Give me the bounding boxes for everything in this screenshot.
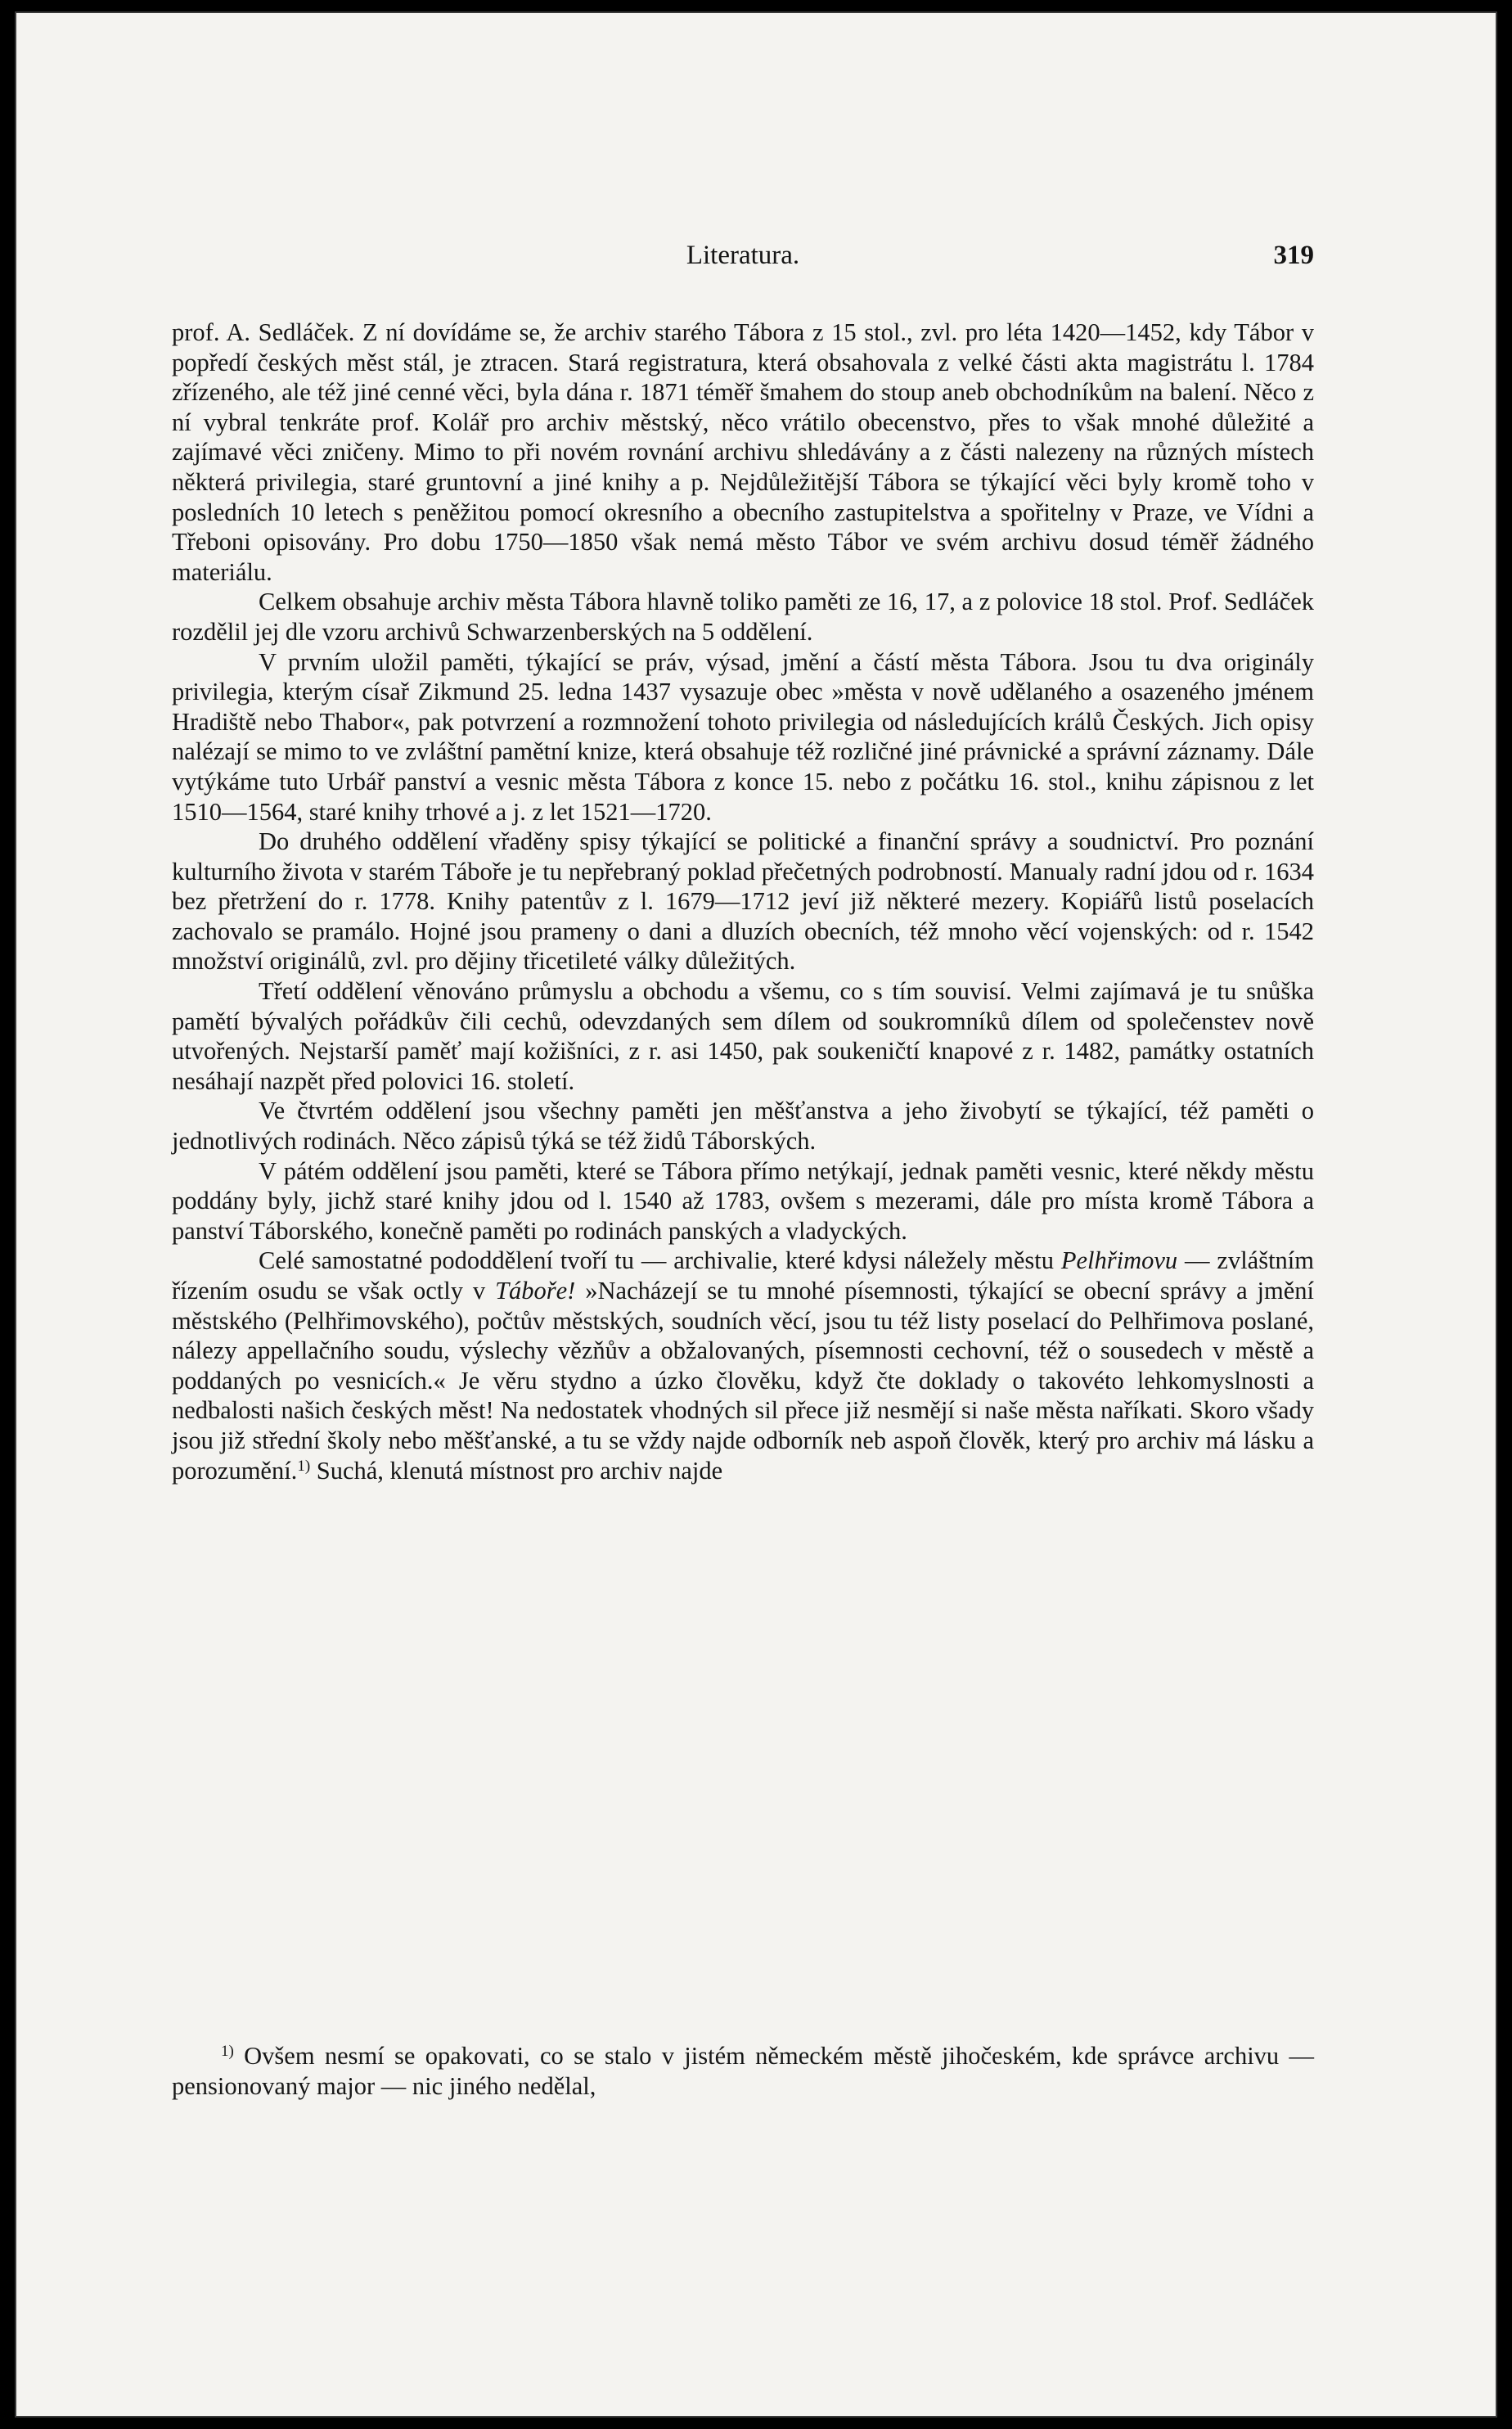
paragraph-2: Celkem obsahuje archiv města Tábora hlavně toliko paměti ze 16, 17, a z polovice 18 stol. Prof. Sedláček rozdělil jej dle vzoru archivů Schwarzenberských na 5 oddělení.	[172, 588, 1314, 646]
footnote	[172, 2041, 1314, 2101]
paragraph-4: Do druhého oddělení vřaděny spisy týkající se politické a finanční správy a soudnictví. Pro poznání kulturního života v starém Táboře je tu nepřebraný poklad přečetných podrobností. Manualy radní jdou od r. 1634 bez přetržení do r. 1778. Knihy patentův z l. 1679—1712 jeví již některé mezery. Kopiářů listů poselacích zachovalo se pramálo. Hojné jsou prameny o dani a dluzích obecních, též mnoho věcí vojenských: od r. 1542 množství originálů, zvl. pro dějiny třicetileté války důležitých.	[172, 827, 1314, 976]
paragraph-3: V prvním uložil paměti, týkající se práv, výsad, jmění a částí města Tábora. Jsou tu dva originály privilegia, kterým císař Zikmund 25. ledna 1437 vysazuje obec »města v nově udělaného a osazeného jménem Hradiště nebo Thabor«, pak potvrzení a rozmnožení tohoto privilegia od následujících králů Českých. Jich opisy nalézají se mimo to ve zvláštní pamětní knize, která obsahuje též rozličné jiné právnické a správní záznamy. Dále vytýkáme tuto Urbář panství a vesnic města Tábora z konce 15. nebo z počátku 16. stol., knihu zápisnou z let 1510—1564, staré knihy trhové a j. z let 1521—1720.	[172, 647, 1314, 826]
paragraph-6: Ve čtvrtém oddělení jsou všechny paměti jen měšťanstva a jeho živobytí se týkající, též paměti o jednotlivých rodinách. Něco zápisů týká se též židů Táborských.	[172, 1097, 1314, 1156]
paragraph-8	[172, 1246, 1314, 1485]
italic-pelhrimovu: Pelhřimovu	[1060, 1246, 1178, 1275]
footnote-reference[interactable]: 1)	[297, 1457, 311, 1475]
body-text	[172, 318, 1314, 1485]
book-page	[15, 11, 1497, 2418]
paragraph-8-part-3: »Nacházejí se tu mnohé písemnosti, týkající se obecní správy a jmění městského (Pelhřimovského), počtův městských, soudních věcí, jsou tu též listy poselací do Pelhřimova poslané, nálezy appellačního soudu, výslechy vězňův a obžalovaných, písemnosti cechovní, též o sousedech v městě a poddaných po vesnicích.« Je věru stydno a úzko člověku, když čte doklady o takovéto lehkomyslnosti a nedbalosti našich českých měst! Na nedostatek vhodných sil přece již nesmějí si naše města naříkati. Skoro všady jsou již střední školy nebo měšťanské, a tu se vždy najde odborník neb aspoň člověk, který pro archiv má lásku a porozumění.	[172, 1277, 1314, 1485]
running-header	[172, 241, 1314, 277]
paragraph-1: prof. A. Sedláček. Z ní dovídáme se, že archiv starého Tábora z 15 stol., zvl. pro léta 1420—1452, kdy Tábor v popředí českých měst stál, je ztracen. Stará registratura, která obsahovala z velké části akta magistrátu l. 1784 zřízeného, ale též jiné cenné věci, byla dána r. 1871 téměř šmahem do stoup aneb obchodníkům na balení. Něco z ní vybral tenkráte prof. Kolář pro archiv městský, něco vrátilo obecenstvo, přes to však mnohé důležité a zajímavé věci zničeny. Mimo to při novém rovnání archivu shledávány a z části nalezeny na různých místech některá privilegia, staré gruntovní a jiné knihy a p. Nejdůležitější Tábora se týkající věci byly kromě toho v posledních 10 letech s peněžitou pomocí okresního a obecního zastupitelstva a spořitelny v Praze, ve Vídni a Třeboni opisovány. Pro dobu 1750—1850 však nemá město Tábor ve svém archivu dosud téměř žádného materiálu.	[172, 318, 1314, 586]
paragraph-5: Třetí oddělení věnováno průmyslu a obchodu a všemu, co s tím souvisí. Velmi zajímavá je tu snůška pamětí bývalých pořádkův čili cechů, odevzdaných sem dílem od soukromníků dílem od společenstev nově utvořených. Nejstarší paměť mají kožišníci, z r. asi 1450, pak soukeničtí knapové z r. 1482, památky ostatních nesáhají nazpět před polovici 16. století.	[172, 977, 1314, 1095]
paragraph-8-part-4: Suchá, klenutá místnost pro archiv najde	[310, 1456, 723, 1485]
footnote-paragraph	[172, 2041, 1314, 2101]
paragraph-7: V pátém oddělení jsou paměti, které se Tábora přímo netýkají, jednak paměti vesnic, které někdy městu poddány byly, jichž staré knihy jdou od l. 1540 až 1783, ovšem s mezerami, dále pro místa kromě Tábora a panství Táborského, konečně paměti po rodinách panských a vladyckých.	[172, 1156, 1314, 1245]
italic-tabore: Táboře!	[495, 1277, 576, 1305]
footnote-text: Ovšem nesmí se opakovati, co se stalo v jistém německém městě jihočeském, kde správce archivu — pensionovaný major — nic jiného nedělal,	[172, 2042, 1314, 2100]
header-title: Literatura.	[686, 241, 800, 270]
page-number: 319	[1273, 241, 1314, 270]
paragraph-8-part-1: Celé samostatné pododdělení tvoří tu — archivalie, které kdysi náležely městu	[259, 1246, 1061, 1275]
footnote-marker: 1)	[221, 2043, 234, 2060]
paragraph-8-part-2: — zvláštním řízením osudu se však octly v	[172, 1246, 1315, 1305]
